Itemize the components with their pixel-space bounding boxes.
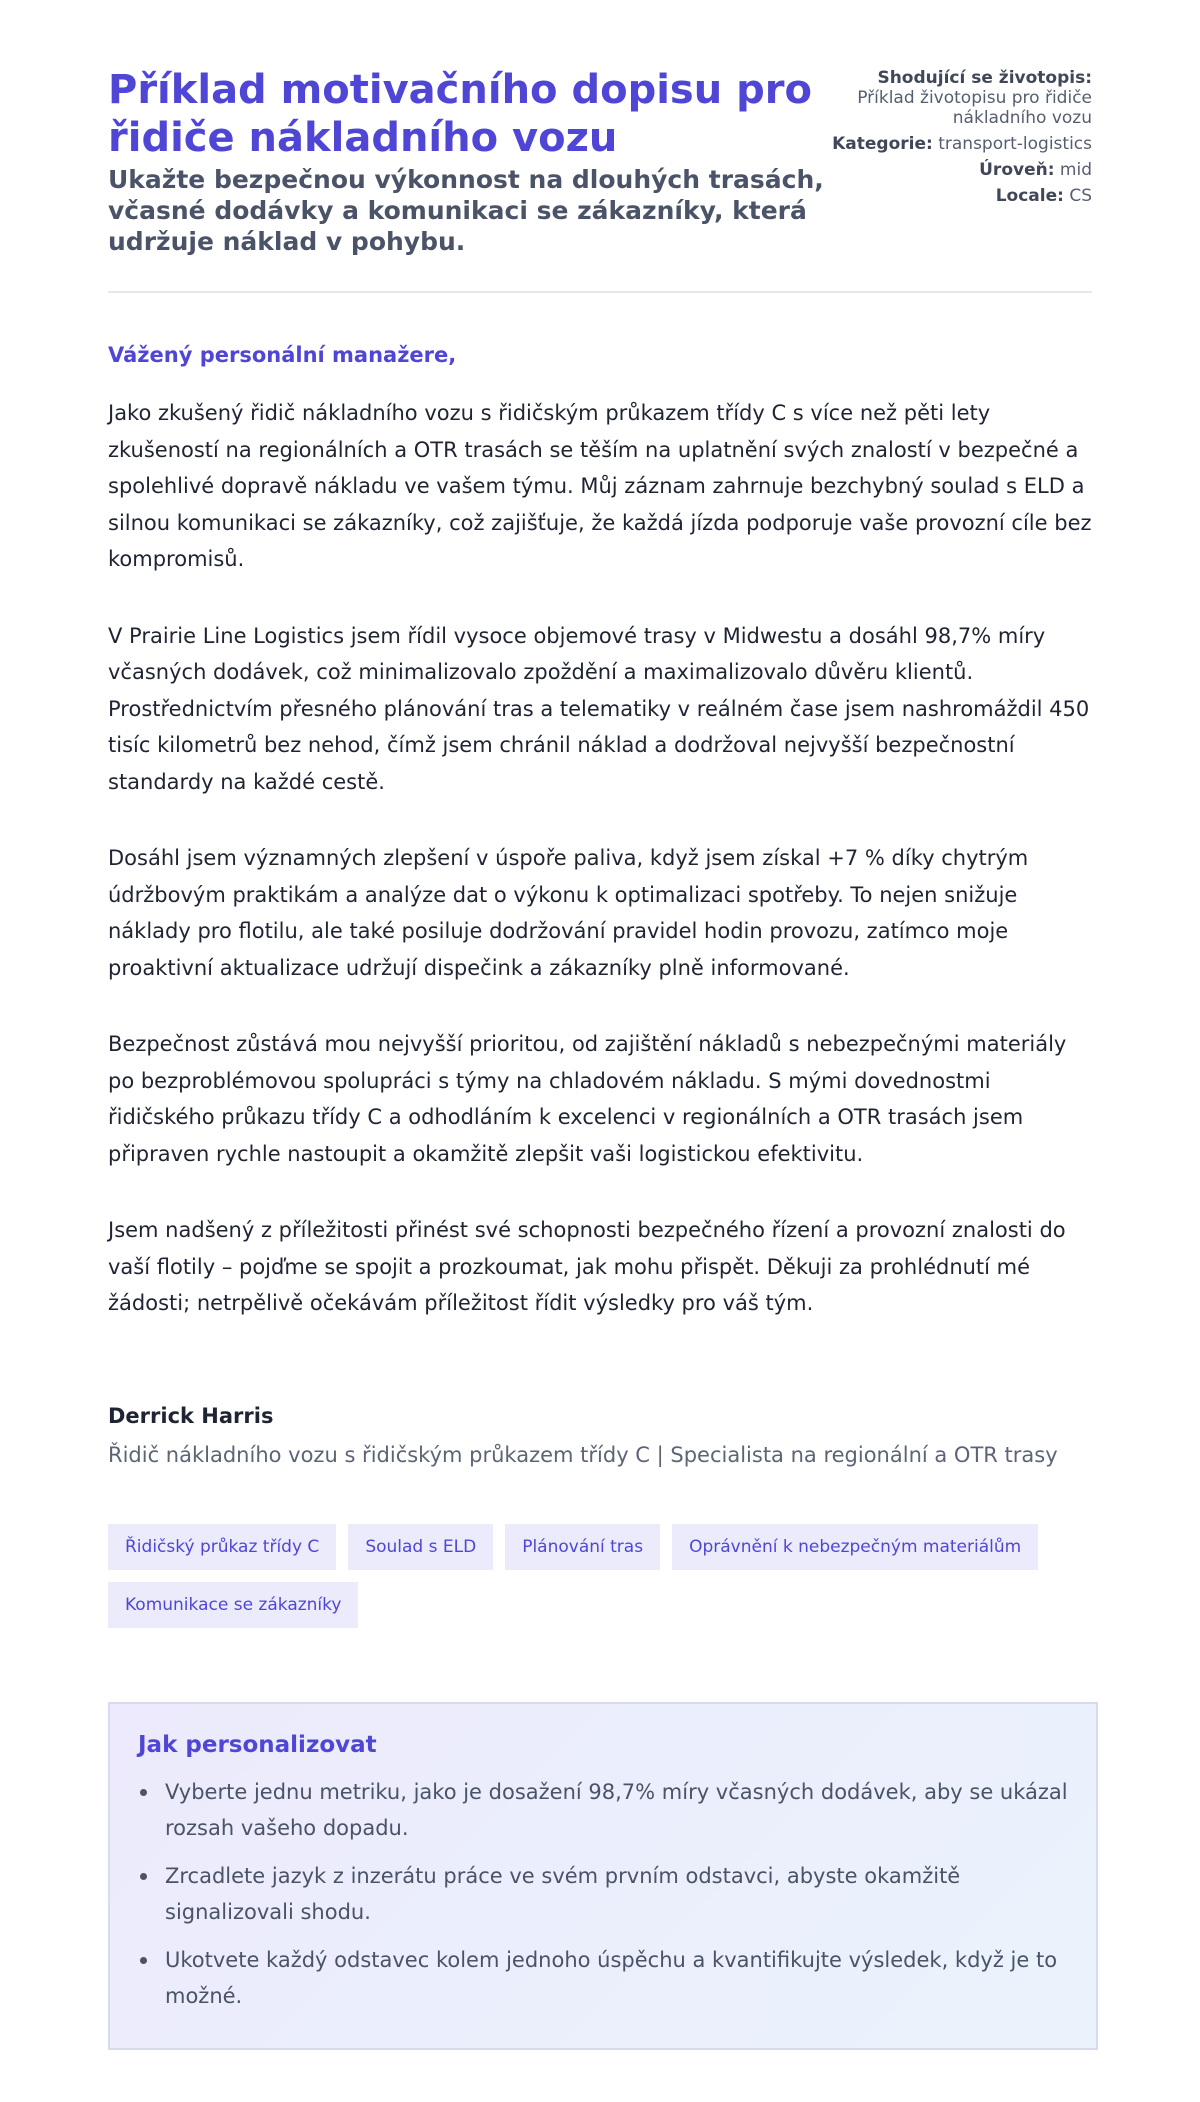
tips-item: [138, 1942, 1068, 2014]
skill-tag: Oprávnění k nebezpečným materiálům: [672, 1524, 1038, 1570]
bullet-icon: [140, 1957, 147, 1964]
header-titles: [108, 66, 828, 257]
meta-locale-value: CS: [1069, 186, 1092, 206]
skill-tag: Řidičský průkaz třídy C: [108, 1524, 336, 1570]
meta-level-value: mid: [1059, 160, 1092, 180]
page-subtitle: Ukažte bezpečnou výkonnost na dlouhých trasách, včasné dodávky a komunikaci se zákazníky, která udržuje náklad v pohybu.: [108, 165, 824, 256]
skill-tag: Komunikace se zákazníky: [108, 1582, 358, 1628]
letter-paragraph: Jako zkušený řidič nákladního vozu s řidičským průkazem třídy C s více než pěti lety zkušeností na regionálních a OTR trasách se těším na uplatnění svých znalostí v bezpečné a spolehlivé dopravě nákladu ve vašem týmu. Můj záznam zahrnuje bezchybný soulad s ELD a silnou komunikaci se zákazníky, což zajišťuje, že každá jízda podporuje vaše provozní cíle bez kompromisů.: [108, 401, 1092, 571]
meta-level-key: Úroveň:: [979, 160, 1055, 180]
skill-tag: Soulad s ELD: [348, 1524, 493, 1570]
bullet-icon: [140, 1873, 147, 1880]
letter-paragraph: Bezpečnost zůstává mou nejvyšší prioritou, od zajištění nákladů s nebezpečnými materiály po bezproblémovou spolupráci s týmy na chladovém nákladu. S mými dovednostmi řidičského průkazu třídy C a odhodláním k excelenci v regionálních a OTR trasách jsem připraven rychle nastoupit a okamžitě zlepšit vaši logistickou efektivitu.: [108, 1032, 1067, 1166]
page-title: Příklad motivačního dopisu pro řidiče nákladního vozu: [108, 67, 812, 161]
meta-resume: [832, 68, 1092, 128]
personalize-tips-box: [108, 1702, 1098, 2050]
tips-title: Jak personalizovat: [138, 1731, 377, 1758]
meta-level: [832, 160, 1092, 180]
meta-locale-key: Locale:: [995, 186, 1064, 206]
tips-item-text: Ukotvete každý odstavec kolem jednoho úspěchu a kvantifikujte výsledek, když je to možné.: [165, 1947, 1058, 2008]
letter-paragraph: Dosáhl jsem významných zlepšení v úspoře paliva, když jsem získal +7 % díky chytrým údržbovým praktikám a analýze dat o výkonu k optimalizaci spotřeby. To nejen snižuje náklady pro flotilu, ale také posiluje dodržování pravidel hodin provozu, zatímco moje proaktivní aktualizace udržují dispečink a zákazníky plně informované.: [108, 846, 1029, 980]
letter-body: [108, 341, 1092, 1322]
signature-name: Derrick Harris: [108, 1403, 274, 1428]
meta-category-value: transport-logistics: [938, 134, 1092, 154]
tips-item: [138, 1858, 1068, 1930]
tips-item: [138, 1774, 1068, 1846]
meta-locale: [832, 186, 1092, 206]
skill-tag: Plánování tras: [505, 1524, 660, 1570]
skill-tags: [108, 1524, 1098, 1628]
meta-resume-value: Příklad životopisu pro řidiče nákladního vozu: [857, 88, 1092, 128]
tips-list: [138, 1774, 1068, 2014]
meta-panel: [832, 68, 1092, 212]
page-header: [108, 66, 1092, 293]
meta-resume-key: Shodující se životopis:: [877, 68, 1092, 88]
letter-paragraph: Jsem nadšený z příležitosti přinést své schopnosti bezpečného řízení a provozní znalosti do vaší flotily – pojďme se spojit a prozkoumat, jak mohu přispět. Děkuji za prohlédnutí mé žádosti; netrpělivě očekávám příležitost řídit výsledky pro váš tým.: [108, 1218, 1066, 1315]
letter-paragraph: V Prairie Line Logistics jsem řídil vysoce objemové trasy v Midwestu a dosáhl 98,7% míry včasných dodávek, což minimalizovalo zpoždění a maximalizovalo důvěru klientů. Prostřednictvím přesného plánování tras a telematiky v reálném čase jsem nashromáždil 450 tisíc kilometrů bez nehod, čímž jsem chránil náklad a dodržoval nejvyšší bezpečnostní standardy na každé cestě.: [108, 623, 1090, 794]
tips-item-text: Vyberte jednu metriku, jako je dosažení 98,7% míry včasných dodávek, aby se ukázal rozsah vašeho dopadu.: [165, 1779, 1068, 1840]
signature-role: Řidič nákladního vozu s řidičským průkazem třídy C | Specialista na regionální a OTR trasy: [108, 1442, 1058, 1467]
meta-category-key: Kategorie:: [832, 134, 933, 154]
meta-category: [832, 134, 1092, 154]
tips-item-text: Zrcadlete jazyk z inzerátu práce ve svém prvním odstavci, abyste okamžitě signalizovali shodu.: [165, 1863, 961, 1924]
signature-block: [108, 1402, 1092, 1470]
letter-salutation: Vážený personální manažere,: [108, 343, 457, 367]
bullet-icon: [140, 1789, 147, 1796]
